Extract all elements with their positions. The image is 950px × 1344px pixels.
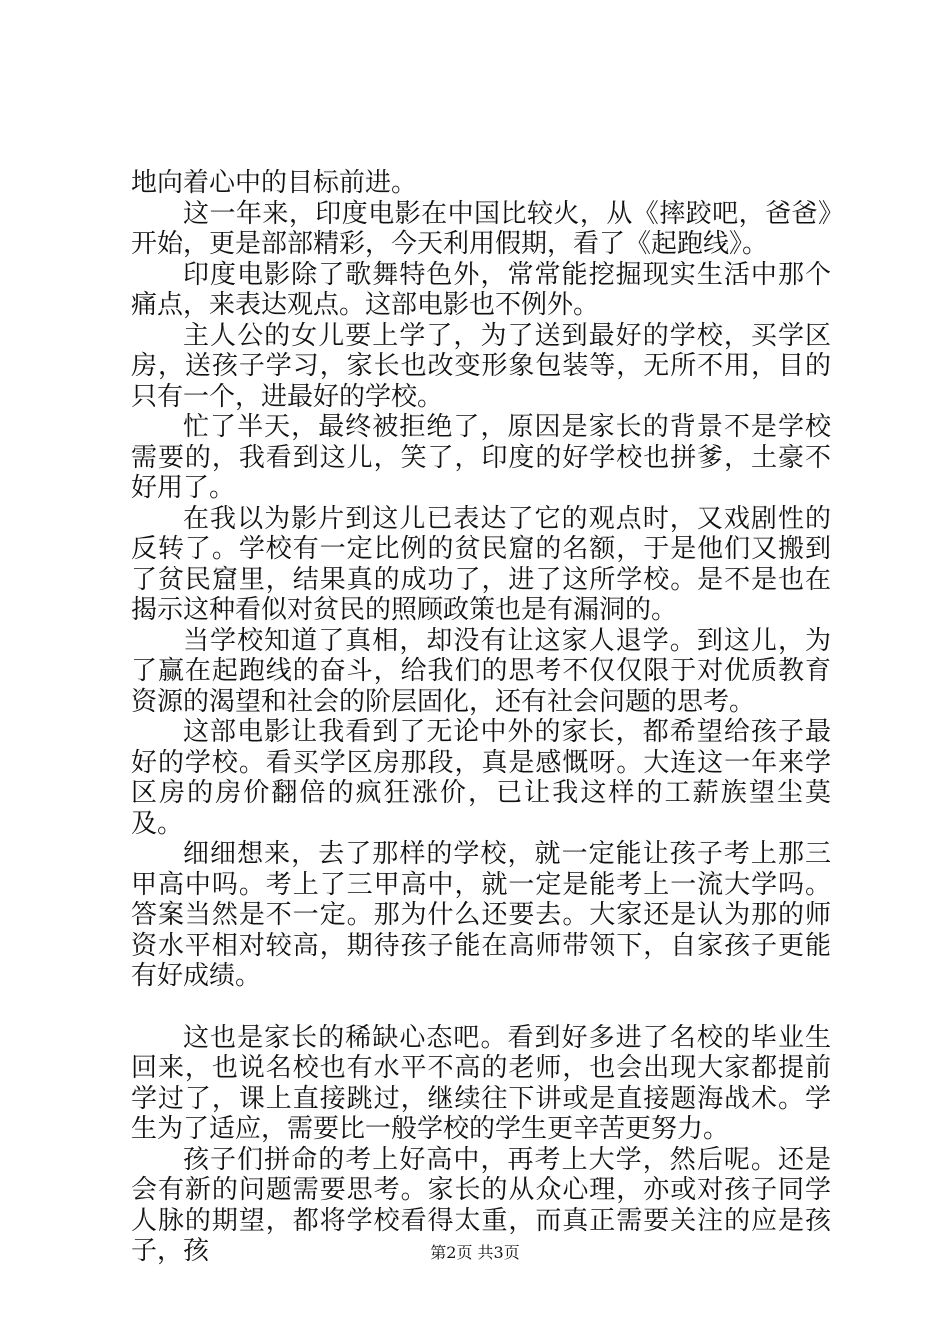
paragraph-1: 这一年来，印度电影在中国比较火，从《摔跤吧，爸爸》开始，更是部部精彩，今天利用假期，看了《起跑线》。 xyxy=(131,198,831,259)
paragraph-5: 在我以为影片到这儿已表达了它的观点时，又戏剧性的反转了。学校有一定比例的贫民窟的名额，于是他们又搬到了贫民窟里，结果真的成功了，进了这所学校。是不是也在揭示这种看似对贫民的照顾政策也是有漏洞的。 xyxy=(131,503,831,625)
paragraph-3: 主人公的女儿要上学了，为了送到最好的学校，买学区房，送孩子学习，家长也改变形象包装等，无所不用，目的只有一个，进最好的学校。 xyxy=(131,320,831,412)
page-footer xyxy=(0,1243,950,1263)
document-body xyxy=(131,168,831,1267)
paragraph-9: 这也是家长的稀缺心态吧。看到好多进了名校的毕业生回来，也说名校也有水平不高的老师，也会出现大家都提前学过了，课上直接跳过，继续往下讲或是直接题海战术。学生为了适应，需要比一般学校的学生更辛苦更努力。 xyxy=(131,1022,831,1144)
page-number-label: 第2页 共3页 xyxy=(430,1243,520,1262)
paragraph-7: 这部电影让我看到了无论中外的家长，都希望给孩子最好的学校。看买学区房那段，真是感慨呀。大连这一年来学区房的房价翻倍的疯狂涨价，已让我这样的工薪族望尘莫及。 xyxy=(131,717,831,839)
paragraph-continuation: 地向着心中的目标前进。 xyxy=(131,168,418,198)
paragraph-4: 忙了半天，最终被拒绝了，原因是家长的背景不是学校需要的，我看到这儿，笑了，印度的好学校也拼爹，土豪不好用了。 xyxy=(131,412,831,503)
paragraph-8: 细细想来，去了那样的学校，就一定能让孩子考上那三甲高中吗。考上了三甲高中，就一定是能考上一流大学吗。答案当然是不一定。那为什么还要去。大家还是认为那的师资水平相对较高，期待孩子能在高师带领下，自家孩子更能有好成绩。 xyxy=(131,839,831,991)
paragraph-10: 孩子们拼命的考上好高中，再考上大学，然后呢。还是会有新的问题需要思考。家长的从众心理，亦或对孩子同学人脉的期望，都将学校看得太重，而真正需要关注的应是孩子，孩 xyxy=(131,1144,831,1266)
paragraph-6: 当学校知道了真相，却没有让这家人退学。到这儿，为了赢在起跑线的奋斗，给我们的思考不仅仅限于对优质教育资源的渴望和社会的阶层固化，还有社会问题的思考。 xyxy=(131,625,831,717)
paragraph-2: 印度电影除了歌舞特色外，常常能挖掘现实生活中那个痛点，来表达观点。这部电影也不例外。 xyxy=(131,259,831,320)
